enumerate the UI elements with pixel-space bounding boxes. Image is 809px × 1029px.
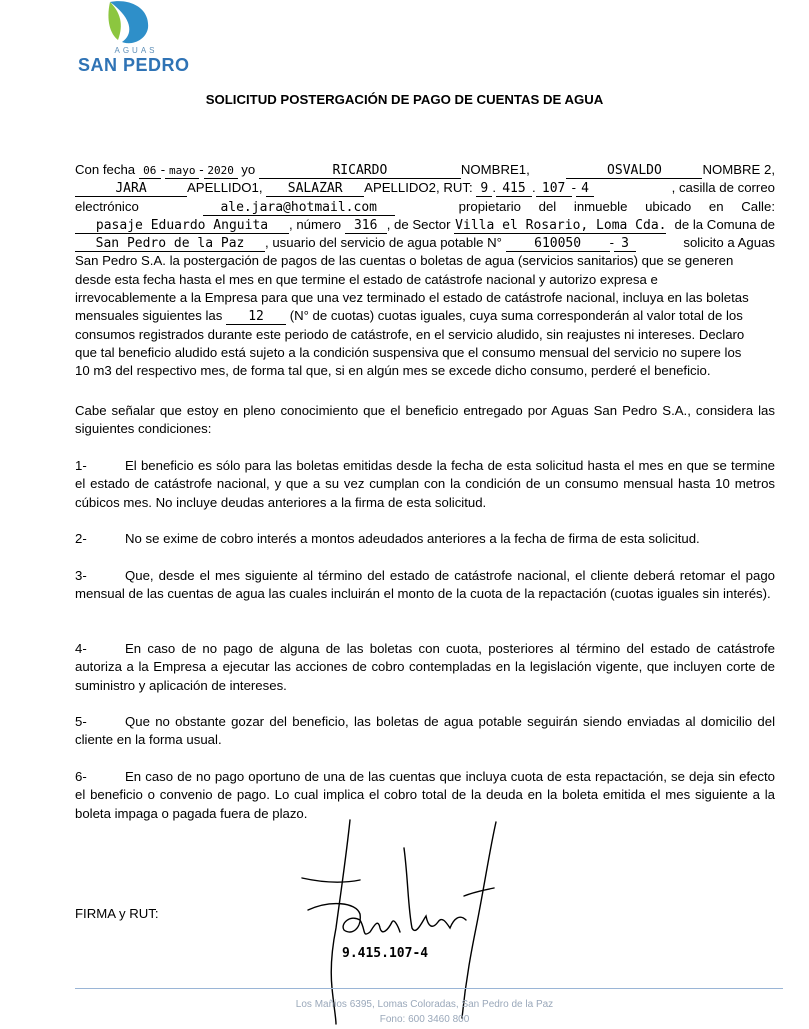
condition-number: 1- — [75, 458, 87, 473]
water-drop-logo-icon — [104, 0, 156, 46]
last-name-1-field[interactable]: JARA — [75, 181, 187, 197]
form-line-6: San Pedro S.A. la postergación de pagos de las cuentas o boletas de agua (servicios sanitarios) que se generen — [75, 253, 734, 269]
condition-item-1 — [75, 457, 775, 512]
last-name-2-field[interactable]: SALAZAR — [266, 181, 364, 197]
signature-rut: 9.415.107-4 — [342, 946, 429, 961]
sector-field[interactable]: Villa el Rosario, Loma Cda. — [455, 217, 667, 233]
footer-divider — [75, 988, 783, 989]
conditions-intro: Cabe señalar que estoy en pleno conocimiento que el beneficio entregado por Aguas San Pedro S.A., considera las siguientes condiciones: — [75, 403, 775, 437]
logo-text-aguas: AGUAS — [114, 46, 158, 55]
date-year-field[interactable]: 2020 — [204, 163, 238, 179]
document-title: SOLICITUD POSTERGACIÓN DE PAGO DE CUENTAS DE AGUA — [205, 92, 604, 107]
rut-part-1-field[interactable]: 9 — [476, 181, 492, 197]
condition-item-3 — [75, 567, 775, 604]
condition-item-2 — [75, 530, 775, 548]
second-name-field[interactable]: OSVALDO — [566, 163, 702, 179]
request-paragraph — [75, 161, 775, 381]
condition-text: En caso de no pago de alguna de las boletas con cuota, posteriores al término del estado de catástrofe autoriza a la Empresa a ejecutar las acciones de cobro contempladas en la legislación vigente, que incluyen corte de suministro y aplicación de intereses. — [75, 641, 775, 693]
condition-item-4 — [75, 640, 775, 695]
condition-number: 2- — [75, 531, 87, 546]
rut-part-2-field[interactable]: 415 — [496, 181, 532, 197]
first-name-field[interactable]: RICARDO — [259, 163, 461, 179]
condition-number: 5- — [75, 714, 87, 729]
condition-text: No se exime de cobro interés a montos adeudados anteriores a la fecha de firma de esta solicitud. — [125, 531, 700, 546]
street-field[interactable]: pasaje Eduardo Anguita — [75, 218, 289, 234]
form-line-8: irrevocablemente a la Empresa para que una vez terminado el estado de catástrofe nacional, incluya en las boletas — [75, 290, 749, 306]
condition-number: 4- — [75, 641, 87, 656]
form-line-3: electrónico ale.jara@hotmail.com propietario del inmueble ubicado en Calle: — [75, 198, 775, 215]
footer-phone: Fono: 600 3460 800 — [379, 1014, 470, 1025]
email-field[interactable]: ale.jara@hotmail.com — [203, 200, 395, 216]
installments-field[interactable]: 12 — [226, 309, 286, 325]
date-day-field[interactable]: 06 — [139, 163, 161, 179]
condition-number: 6- — [75, 769, 87, 784]
condition-item-5 — [75, 713, 775, 750]
form-line-7: desde esta fecha hasta el mes en que termine el estado de catástrofe nacional y autorizo expresa e — [75, 271, 658, 287]
logo-text-san-pedro: SAN PEDRO — [78, 55, 190, 75]
condition-text: El beneficio es sólo para las boletas emitidas desde la fecha de esta solicitud hasta el mes en que se termine el estado de catástrofe nacional, y que a su vez cumplan con la condición de un consumo mensual hasta 10 metros cúbicos mes. No incluye deudas anteriores a la firma de esta solicitud. — [75, 458, 775, 510]
rut-part-3-field[interactable]: 107 — [536, 181, 572, 197]
condition-text: Que, desde el mes siguiente al término del estado de catástrofe nacional, el cliente deberá retomar el pago mensual de las cuentas de agua las cuales incluirán el monto de la cuota de la repactación (cuotas iguales sin interés). — [75, 568, 775, 602]
condition-item-6 — [75, 768, 775, 823]
date-month-field[interactable]: mayo — [165, 163, 199, 179]
condition-text: En caso de no pago oportuno de una de las cuentas que incluya cuota de esta repactación, se deja sin efecto el beneficio o convenio de pago. Lo cual implica el cobro total de la deuda en la boleta emitida el mes siguiente a la boleta impaga o pagada fuera de plazo. — [75, 769, 775, 821]
service-dv-field[interactable]: 3 — [614, 236, 636, 252]
house-number-field[interactable]: 316 — [345, 218, 387, 234]
form-line-11: que tal beneficio aludido está sujeto a la condición suspensiva que el consumo mensual del servicio no supere los — [75, 344, 742, 360]
condition-text: Que no obstante gozar del beneficio, las boletas de agua potable seguirán siendo enviadas al domicilio del cliente en la forma usual. — [75, 714, 775, 748]
footer-address: Los Mañios 6395, Lomas Coloradas, San Pedro de la Paz — [295, 999, 554, 1010]
service-number-field[interactable]: 610050 — [506, 236, 610, 252]
condition-number: 3- — [75, 568, 87, 583]
form-line-1: Con fecha 06 - mayo - 2020 yo RICARDO NOMBRE1, OSVALDO NOMBRE 2, — [75, 162, 775, 178]
comuna-field[interactable]: San Pedro de la Paz — [75, 236, 265, 252]
signature-label: FIRMA y RUT: — [75, 906, 159, 921]
form-line-10: consumos registrados durante este periodo de catástrofe, en el servicio aludido, sin reajustes ni intereses. Declaro — [75, 326, 745, 342]
company-logo — [76, 0, 188, 80]
form-line-4: pasaje Eduardo Anguita , número 316 , de Sector Villa el Rosario, Loma Cda. de la Comuna de — [75, 216, 775, 234]
form-line-2: JARA APELLIDO1, SALAZAR APELLIDO2, RUT: 9 . 415 . 107 - 4 , casilla de correo — [75, 179, 775, 197]
rut-dv-field[interactable]: 4 — [576, 181, 594, 197]
form-line-9: mensuales siguientes las 12 (N° de cuotas) cuotas iguales, cuya suma corresponderán al valor total de los — [75, 308, 743, 325]
form-line-5: San Pedro de la Paz , usuario del servicio de agua potable N° 610050 - 3 solicito a Aguas — [75, 234, 775, 252]
form-line-12: 10 m3 del respectivo mes, de forma tal que, si en algún mes se excede dicho consumo, perderé el beneficio. — [75, 363, 711, 379]
handwritten-signature — [300, 818, 500, 1028]
